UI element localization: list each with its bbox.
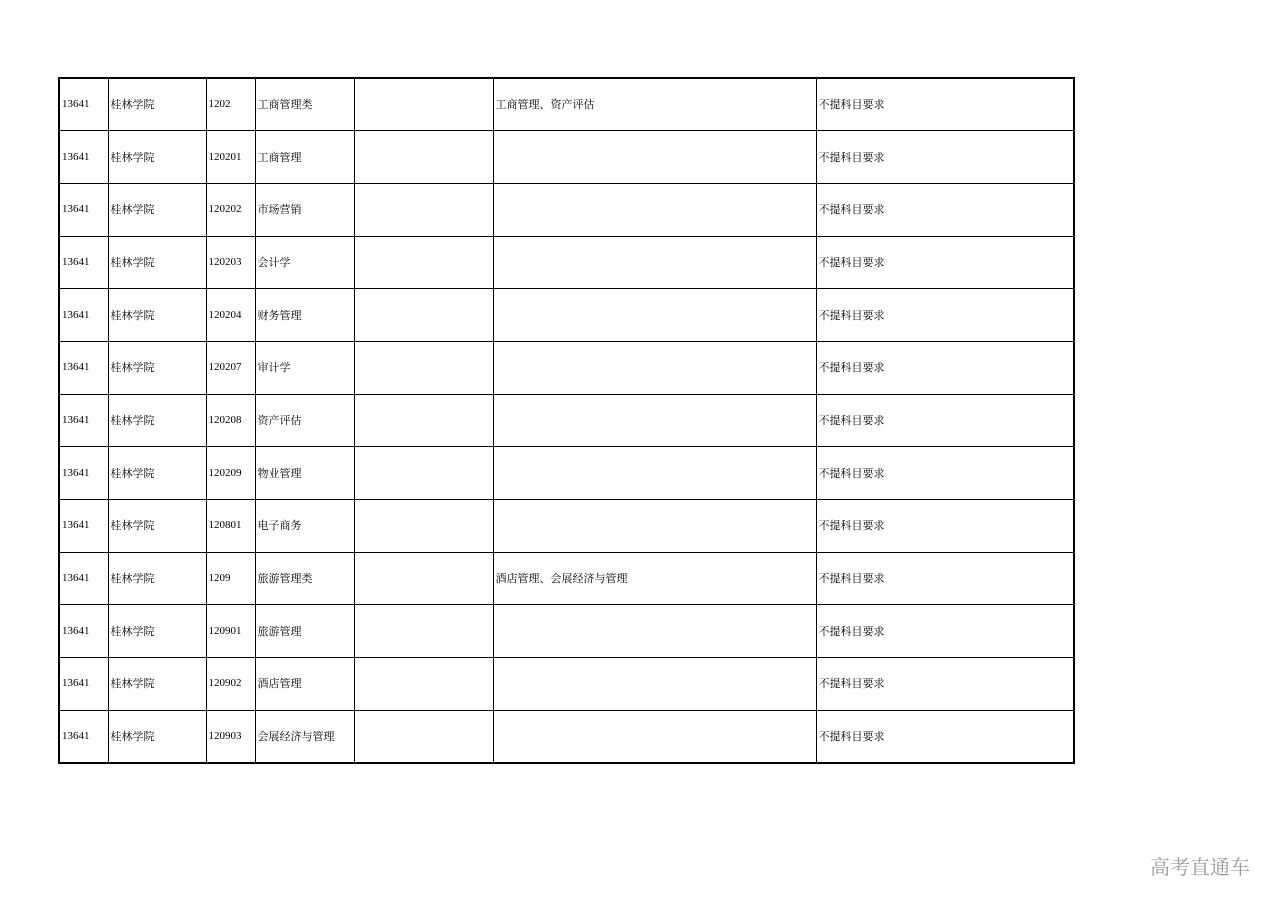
major-code-cell: 120801 — [206, 500, 255, 553]
school-name-cell: 桂林学院 — [108, 341, 206, 394]
major-code-cell: 120201 — [206, 131, 255, 184]
note-cell — [354, 183, 493, 236]
included-majors-cell — [493, 131, 816, 184]
major-code-cell: 1202 — [206, 78, 255, 131]
school-name-cell: 桂林学院 — [108, 236, 206, 289]
note-cell — [354, 447, 493, 500]
table-row — [59, 447, 1074, 500]
note-cell — [354, 394, 493, 447]
table-row — [59, 131, 1074, 184]
major-name-cell: 工商管理类 — [255, 78, 354, 131]
subject-requirement-cell: 不提科目要求 — [816, 289, 1074, 342]
major-code-cell: 120901 — [206, 605, 255, 658]
major-code-cell: 120207 — [206, 341, 255, 394]
table-body — [59, 78, 1074, 763]
subject-requirement-cell: 不提科目要求 — [816, 605, 1074, 658]
major-name-cell: 市场营销 — [255, 183, 354, 236]
note-cell — [354, 658, 493, 711]
included-majors-cell — [493, 289, 816, 342]
school-code-cell: 13641 — [59, 394, 108, 447]
note-cell — [354, 236, 493, 289]
major-code-cell: 120209 — [206, 447, 255, 500]
major-code-cell: 120208 — [206, 394, 255, 447]
major-name-cell: 电子商务 — [255, 500, 354, 553]
table-row — [59, 183, 1074, 236]
included-majors-cell — [493, 658, 816, 711]
requirements-table — [58, 77, 1075, 764]
school-code-cell: 13641 — [59, 605, 108, 658]
table-row — [59, 78, 1074, 131]
major-name-cell: 物业管理 — [255, 447, 354, 500]
subject-requirement-cell: 不提科目要求 — [816, 394, 1074, 447]
watermark-logo: 高考直通车 — [1150, 855, 1250, 879]
school-name-cell: 桂林学院 — [108, 394, 206, 447]
major-name-cell: 会展经济与管理 — [255, 710, 354, 763]
subject-requirement-cell: 不提科目要求 — [816, 131, 1074, 184]
included-majors-cell — [493, 710, 816, 763]
school-code-cell: 13641 — [59, 183, 108, 236]
included-majors-cell — [493, 236, 816, 289]
note-cell — [354, 289, 493, 342]
note-cell — [354, 131, 493, 184]
major-name-cell: 旅游管理 — [255, 605, 354, 658]
subject-requirement-cell: 不提科目要求 — [816, 183, 1074, 236]
school-code-cell: 13641 — [59, 236, 108, 289]
table-row — [59, 552, 1074, 605]
note-cell — [354, 710, 493, 763]
table-row — [59, 236, 1074, 289]
table-row — [59, 394, 1074, 447]
school-code-cell: 13641 — [59, 131, 108, 184]
school-name-cell: 桂林学院 — [108, 131, 206, 184]
included-majors-cell — [493, 183, 816, 236]
school-code-cell: 13641 — [59, 710, 108, 763]
note-cell — [354, 78, 493, 131]
subject-requirement-cell: 不提科目要求 — [816, 552, 1074, 605]
subject-requirement-cell: 不提科目要求 — [816, 78, 1074, 131]
major-code-cell: 120204 — [206, 289, 255, 342]
note-cell — [354, 605, 493, 658]
major-code-cell: 120902 — [206, 658, 255, 711]
major-name-cell: 资产评估 — [255, 394, 354, 447]
school-code-cell: 13641 — [59, 78, 108, 131]
subject-requirement-cell: 不提科目要求 — [816, 500, 1074, 553]
major-name-cell: 工商管理 — [255, 131, 354, 184]
table-row — [59, 605, 1074, 658]
note-cell — [354, 500, 493, 553]
school-name-cell: 桂林学院 — [108, 447, 206, 500]
table-row — [59, 658, 1074, 711]
school-name-cell: 桂林学院 — [108, 500, 206, 553]
table-row — [59, 500, 1074, 553]
major-code-cell: 120202 — [206, 183, 255, 236]
school-name-cell: 桂林学院 — [108, 289, 206, 342]
included-majors-cell — [493, 500, 816, 553]
included-majors-cell: 工商管理、资产评估 — [493, 78, 816, 131]
table-row — [59, 710, 1074, 763]
note-cell — [354, 552, 493, 605]
subject-requirement-cell: 不提科目要求 — [816, 658, 1074, 711]
included-majors-cell — [493, 447, 816, 500]
school-code-cell: 13641 — [59, 658, 108, 711]
subject-requirement-cell: 不提科目要求 — [816, 341, 1074, 394]
subject-requirement-cell: 不提科目要求 — [816, 447, 1074, 500]
included-majors-cell — [493, 605, 816, 658]
note-cell — [354, 341, 493, 394]
school-code-cell: 13641 — [59, 552, 108, 605]
school-name-cell: 桂林学院 — [108, 552, 206, 605]
table-row — [59, 341, 1074, 394]
major-code-cell: 1209 — [206, 552, 255, 605]
school-name-cell: 桂林学院 — [108, 710, 206, 763]
subject-requirement-cell: 不提科目要求 — [816, 236, 1074, 289]
school-code-cell: 13641 — [59, 289, 108, 342]
school-name-cell: 桂林学院 — [108, 605, 206, 658]
school-name-cell: 桂林学院 — [108, 658, 206, 711]
school-name-cell: 桂林学院 — [108, 78, 206, 131]
included-majors-cell — [493, 394, 816, 447]
table-row — [59, 289, 1074, 342]
included-majors-cell: 酒店管理、会展经济与管理 — [493, 552, 816, 605]
school-code-cell: 13641 — [59, 341, 108, 394]
major-name-cell: 旅游管理类 — [255, 552, 354, 605]
major-name-cell: 酒店管理 — [255, 658, 354, 711]
major-name-cell: 审计学 — [255, 341, 354, 394]
school-code-cell: 13641 — [59, 447, 108, 500]
included-majors-cell — [493, 341, 816, 394]
major-code-cell: 120203 — [206, 236, 255, 289]
school-name-cell: 桂林学院 — [108, 183, 206, 236]
major-name-cell: 财务管理 — [255, 289, 354, 342]
major-code-cell: 120903 — [206, 710, 255, 763]
subject-requirement-cell: 不提科目要求 — [816, 710, 1074, 763]
major-name-cell: 会计学 — [255, 236, 354, 289]
school-code-cell: 13641 — [59, 500, 108, 553]
